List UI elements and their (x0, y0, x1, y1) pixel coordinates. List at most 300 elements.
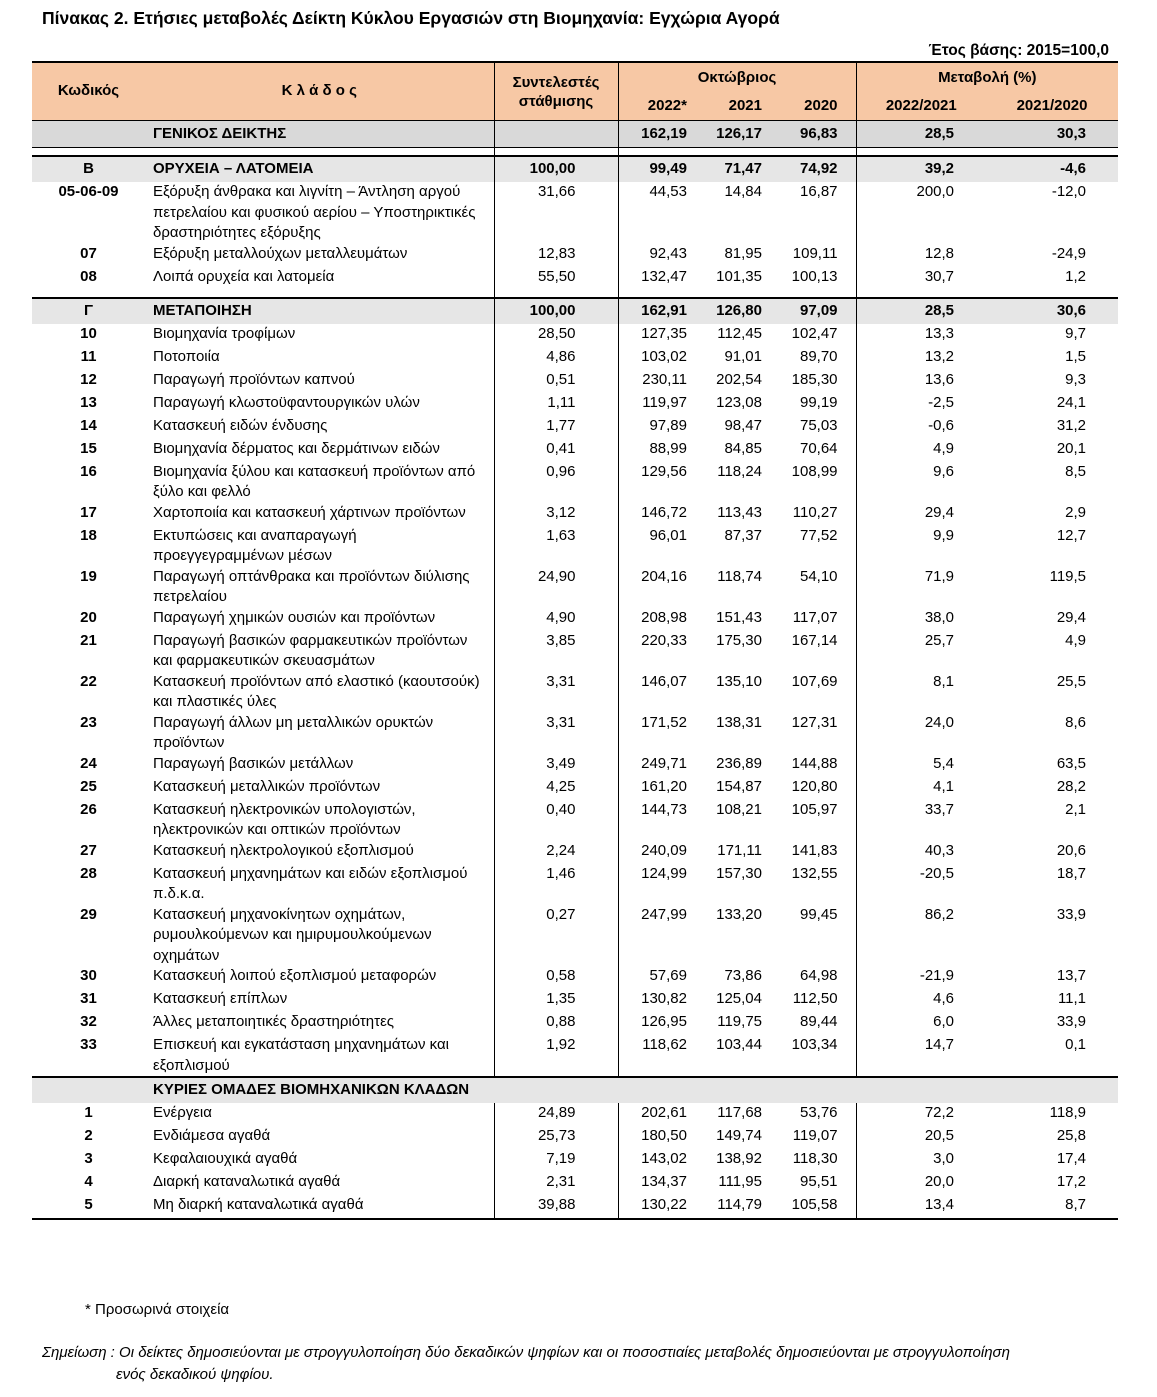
row-label: Κατασκευή μηχανοκίνητων οχημάτων, ρυμουλκούμενων και ημιρυμουλκούμενων οχημάτων (153, 905, 432, 964)
row-2021: 73,86 (724, 967, 762, 984)
row-label: Κατασκευή ηλεκτρονικών υπολογιστών, ηλεκτρονικών και οπτικών προϊόντων (153, 800, 416, 838)
row-label: Εξόρυξη άνθρακα και λιγνίτη – Άντληση αργού πετρελαίου και φυσικού αερίου – Υποστηρικτικές δραστηριότητες εξόρυξης (153, 183, 476, 241)
row-2020: 144,88 (791, 754, 838, 772)
row-2021: 126,17 (693, 121, 768, 148)
row-weight: 1,77 (494, 416, 618, 439)
table-row (32, 244, 1118, 267)
row-2021: 84,85 (724, 439, 762, 457)
row-weight: 3,12 (494, 503, 618, 526)
table-row (32, 1103, 1118, 1126)
table-row (32, 754, 1118, 777)
row-label: Εξόρυξη μεταλλούχων μεταλλευμάτων (153, 244, 408, 262)
row-code (32, 121, 145, 148)
row-2020: 99,19 (799, 393, 838, 411)
row-change-22-21: -2,5 (856, 393, 986, 416)
row-change-21-20: 25,8 (1056, 1127, 1087, 1144)
row-weight: 4,25 (494, 777, 618, 800)
table-row (32, 416, 1118, 439)
table-row (32, 298, 1118, 324)
row-2020: 105,58 (768, 1195, 856, 1219)
row-change-21-20: 17,4 (1056, 1150, 1087, 1167)
row-weight: 1,11 (494, 393, 618, 416)
row-change-22-21: 9,9 (856, 526, 986, 567)
row-2021: 111,95 (718, 1173, 762, 1190)
row-code: 33 (80, 1036, 97, 1053)
spacer-cell (618, 148, 693, 157)
row-label: Μη διαρκή καταναλωτικά αγαθά (145, 1195, 494, 1219)
row-label: Διαρκή καταναλωτικά αγαθά (153, 1173, 341, 1190)
row-2021: 118,24 (717, 462, 762, 480)
row-2022: 208,98 (618, 608, 693, 631)
row-weight: 2,31 (494, 1172, 618, 1195)
spacer-cell (856, 148, 986, 157)
header-october: Οκτώβριος (618, 62, 856, 93)
row-change-21-20: 33,9 (1056, 905, 1087, 923)
row-weight: 55,50 (494, 267, 618, 290)
row-2022: 97,89 (618, 416, 693, 439)
row-code: 26 (80, 800, 97, 818)
table-row (32, 182, 1118, 244)
row-2022: 134,37 (618, 1172, 693, 1195)
row-change-21-20: 63,5 (1056, 754, 1087, 772)
footnote: * Προσωρινά στοιχεία (85, 1301, 230, 1318)
row-weight: 0,41 (494, 439, 618, 462)
table-row (32, 121, 1118, 148)
spacer-cell (618, 290, 693, 298)
table-row (32, 989, 1118, 1012)
row-2021: 114,79 (693, 1195, 768, 1219)
row-change-21-20: 2,1 (1065, 800, 1087, 818)
row-2021: 135,10 (716, 672, 762, 690)
row-label: Κεφαλαιουχικά αγαθά (153, 1150, 298, 1167)
table-row (32, 905, 1118, 967)
row-2022: 57,69 (618, 966, 693, 989)
row-change-21-20: 20,6 (1056, 841, 1087, 859)
row-weight: 2,24 (494, 841, 618, 864)
row-label: Παραγωγή άλλων μη μεταλλικών ορυκτών προϊόντων (153, 713, 434, 751)
header-sector: Κ λ ά δ ο ς (145, 62, 494, 121)
row-2020: 89,70 (799, 347, 838, 365)
spacer-cell (145, 290, 494, 298)
row-label: Επισκευή και εγκατάσταση μηχανημάτων και εξοπλισμού (153, 1036, 450, 1074)
row-code: 25 (80, 777, 97, 795)
row-change-21-20: 28,2 (1056, 777, 1087, 795)
table-row (32, 777, 1118, 800)
row-2022: 129,56 (618, 462, 693, 503)
table-row (32, 462, 1118, 503)
row-change-21-20: 25,5 (1056, 672, 1087, 690)
row-change-22-21: 72,2 (856, 1103, 986, 1126)
row-2022: 202,61 (618, 1103, 693, 1126)
row-change-21-20: -4,6 (986, 156, 1118, 182)
row-change-21-20: 30,3 (986, 121, 1118, 148)
row-change-22-21: 33,7 (856, 800, 986, 841)
row-code: 10 (80, 324, 97, 342)
row-2020: 95,51 (799, 1173, 838, 1190)
row-label: Κατασκευή επίπλων (153, 990, 288, 1007)
row-2020: 167,14 (791, 631, 838, 649)
table-row (32, 156, 1118, 182)
table-row (32, 966, 1118, 989)
spacer-cell (986, 290, 1118, 298)
row-code: 32 (80, 1013, 97, 1030)
spacer-cell (856, 290, 986, 298)
row-change-22-21: 71,9 (856, 567, 986, 608)
row-label: Κατασκευή ηλεκτρολογικού εξοπλισμού (153, 841, 414, 859)
row-2021: 101,35 (716, 267, 762, 285)
row-2022: 247,99 (618, 905, 693, 967)
row-change-21-20: 1,5 (1065, 347, 1087, 365)
row-change-22-21: 13,4 (856, 1195, 986, 1219)
row-2021: 151,43 (716, 608, 762, 626)
row-weight: 1,63 (494, 526, 618, 567)
spacer-cell (494, 290, 618, 298)
row-code: 12 (80, 370, 97, 388)
row-change-22-21: 12,8 (856, 244, 986, 267)
row-code: 24 (80, 754, 97, 772)
row-2021: 81,95 (724, 244, 762, 262)
row-change-21-20: 4,9 (1065, 631, 1087, 649)
row-2022: 124,99 (618, 864, 693, 905)
table-row (32, 841, 1118, 864)
row-change-22-21: 4,1 (856, 777, 986, 800)
table-row (32, 1195, 1118, 1219)
row-2020: 119,07 (792, 1127, 838, 1144)
row-code: 19 (80, 567, 97, 585)
groups-title: ΚΥΡΙΕΣ ΟΜΑΔΕΣ ΒΙΟΜΗΧΑΝΙΚΩΝ ΚΛΑΔΩΝ (145, 1077, 1118, 1103)
row-2022: 230,11 (618, 370, 693, 393)
row-weight: 1,92 (494, 1035, 618, 1077)
row-2021: 154,87 (716, 777, 762, 795)
row-2021: 138,92 (716, 1150, 762, 1167)
row-2020: 109,11 (792, 244, 838, 262)
row-change-22-21: 4,9 (856, 439, 986, 462)
row-2020: 110,27 (792, 503, 838, 521)
row-change-21-20: 30,6 (986, 298, 1118, 324)
row-change-21-20: 0,1 (1065, 1036, 1087, 1053)
row-2020: 120,80 (791, 777, 838, 795)
row-2021: 117,68 (717, 1104, 762, 1121)
row-change-21-20: 9,3 (1065, 370, 1087, 388)
row-2021: 126,80 (693, 298, 768, 324)
row-label: Λοιπά ορυχεία και λατομεία (153, 267, 335, 285)
row-code: 29 (80, 905, 97, 923)
table-row (32, 631, 1118, 672)
row-label: Χαρτοποιία και κατασκευή χάρτινων προϊόντων (153, 503, 466, 521)
row-2021: 202,54 (716, 370, 762, 388)
header-code: Κωδικός (32, 62, 145, 121)
row-change-22-21: 25,7 (856, 631, 986, 672)
row-code: Β (32, 156, 145, 182)
row-label: Εκτυπώσεις και αναπαραγωγή προεγγεγραμμένων μέσων (153, 526, 357, 564)
row-2021: 103,44 (716, 1036, 762, 1053)
row-change-22-21: 20,0 (856, 1172, 986, 1195)
row-change-22-21: 3,0 (856, 1149, 986, 1172)
row-label: Παραγωγή προϊόντων καπνού (153, 370, 355, 388)
table-row (32, 864, 1118, 905)
row-weight: 3,31 (494, 672, 618, 713)
row-weight: 3,31 (494, 713, 618, 754)
table-row (32, 800, 1118, 841)
row-2022: 99,49 (618, 156, 693, 182)
table-row (32, 1126, 1118, 1149)
base-year: Έτος βάσης: 2015=100,0 (928, 42, 1109, 59)
header-2020: 2020 (768, 93, 856, 121)
row-2021: 157,30 (716, 864, 762, 882)
row-change-21-20: 2,9 (1065, 503, 1087, 521)
row-2022: 204,16 (618, 567, 693, 608)
row-2020: 107,69 (791, 672, 838, 690)
row-2021: 171,11 (717, 841, 762, 859)
row-weight: 39,88 (494, 1195, 618, 1219)
row-change-21-20: 18,7 (1056, 864, 1087, 882)
row-change-21-20: 20,1 (1056, 439, 1087, 457)
row-code: 31 (80, 990, 97, 1007)
row-2020: 54,10 (799, 567, 838, 585)
header-weights: Συντελεστές στάθμισης (494, 62, 618, 121)
row-change-22-21: 6,0 (856, 1012, 986, 1035)
table-row (32, 267, 1118, 290)
row-2021: 14,84 (724, 183, 762, 200)
row-code: 16 (80, 462, 97, 480)
row-2020: 117,07 (792, 608, 838, 626)
row-label: Κατασκευή μηχανημάτων και ειδών εξοπλισμού π.δ.κ.α. (153, 864, 468, 902)
row-label: Ποτοποιία (153, 347, 220, 365)
row-label: Παραγωγή κλωστοϋφαντουργικών υλών (153, 393, 420, 411)
row-change-22-21: 40,3 (856, 841, 986, 864)
row-label: Παραγωγή βασικών φαρμακευτικών προϊόντων και φαρμακευτικών σκευασμάτων (153, 631, 468, 669)
table-row (32, 393, 1118, 416)
row-2022: 240,09 (618, 841, 693, 864)
header-change-22-21: 2022/2021 (856, 93, 986, 121)
row-2021: 133,20 (716, 905, 762, 923)
row-code: 14 (80, 416, 97, 434)
row-weight: 1,46 (494, 864, 618, 905)
row-2020: 99,45 (799, 905, 838, 923)
row-2022: 220,33 (618, 631, 693, 672)
row-2021: 175,30 (716, 631, 762, 649)
row-weight: 24,89 (494, 1103, 618, 1126)
spacer-cell (768, 290, 856, 298)
row-2022: 146,72 (618, 503, 693, 526)
row-code: 30 (80, 967, 97, 984)
row-change-21-20: 17,2 (1056, 1173, 1087, 1190)
row-change-22-21: -20,5 (856, 864, 986, 905)
row-change-22-21: 39,2 (856, 156, 986, 182)
spacer-cell (693, 290, 768, 298)
row-weight: 25,73 (494, 1126, 618, 1149)
row-2022: 127,35 (618, 324, 693, 347)
row-code: 28 (80, 864, 97, 882)
row-2021: 149,74 (716, 1127, 762, 1144)
row-code: 3 (84, 1150, 93, 1167)
table-title: Πίνακας 2. Ετήσιες μεταβολές Δείκτη Κύκλου Εργασιών στη Βιομηχανία: Εγχώρια Αγορά (42, 8, 780, 28)
table-row (32, 439, 1118, 462)
note-text-cont: ενός δεκαδικού ψηφίου. (116, 1366, 274, 1383)
header-2021: 2021 (693, 93, 768, 121)
row-label: Βιομηχανία ξύλου και κατασκευή προϊόντων από ξύλο και φελλό (153, 462, 476, 500)
row-code: 07 (80, 244, 97, 262)
row-weight: 0,96 (494, 462, 618, 503)
groups-title-row (32, 1077, 1118, 1103)
row-2020: 96,83 (768, 121, 856, 148)
row-change-22-21: 13,6 (856, 370, 986, 393)
row-2020: 74,92 (768, 156, 856, 182)
row-2022: 44,53 (618, 182, 693, 244)
row-change-22-21: -0,6 (856, 416, 986, 439)
row-change-21-20: 13,7 (1056, 967, 1087, 984)
row-change-22-21: 38,0 (856, 608, 986, 631)
row-2022: 88,99 (618, 439, 693, 462)
header-2022: 2022* (618, 93, 693, 121)
row-2021: 108,21 (716, 800, 762, 818)
row-label: Ενδιάμεσα αγαθά (153, 1127, 271, 1144)
row-change-21-20: 8,6 (1065, 713, 1087, 731)
row-2021: 118,74 (717, 567, 762, 585)
row-code: 2 (84, 1127, 93, 1144)
row-change-21-20: 12,7 (1056, 526, 1087, 544)
table-row (32, 1012, 1118, 1035)
row-2022: 103,02 (618, 347, 693, 370)
row-2020: 102,47 (791, 324, 838, 342)
row-code: 05-06-09 (58, 183, 119, 200)
row-2020: 75,03 (799, 416, 838, 434)
row-change-22-21: 30,7 (856, 267, 986, 290)
note (42, 1342, 1122, 1386)
table-row (32, 608, 1118, 631)
table-row (32, 1149, 1118, 1172)
table-row (32, 503, 1118, 526)
row-code: 15 (80, 439, 97, 457)
row-2021: 113,43 (717, 503, 762, 521)
row-change-21-20: 8,5 (1065, 462, 1087, 480)
row-2022: 130,22 (618, 1195, 693, 1219)
row-code: 4 (84, 1173, 93, 1190)
row-weight: 3,85 (494, 631, 618, 672)
row-label: ΓΕΝΙΚΟΣ ΔΕΙΚΤΗΣ (145, 121, 494, 148)
row-change-22-21: 9,6 (856, 462, 986, 503)
row-change-22-21: 14,7 (856, 1035, 986, 1077)
row-code: 5 (32, 1195, 145, 1219)
table-row (32, 1172, 1118, 1195)
row-2022: 161,20 (618, 777, 693, 800)
row-label: Βιομηχανία δέρματος και δερμάτινων ειδών (153, 439, 440, 457)
row-weight: 7,19 (494, 1149, 618, 1172)
row-2020: 127,31 (791, 713, 838, 731)
row-weight: 28,50 (494, 324, 618, 347)
row-2021: 138,31 (716, 713, 762, 731)
spacer-cell (494, 148, 618, 157)
row-weight: 1,35 (494, 989, 618, 1012)
row-change-22-21: 28,5 (856, 121, 986, 148)
row-label: Ενέργεια (153, 1104, 212, 1121)
row-change-22-21: 24,0 (856, 713, 986, 754)
row-change-21-20: 11,1 (1057, 990, 1087, 1007)
row-weight: 100,00 (494, 156, 618, 182)
row-code: 17 (80, 503, 97, 521)
row-2022: 180,50 (618, 1126, 693, 1149)
spacer-cell (693, 148, 768, 157)
row-2020: 53,76 (799, 1104, 838, 1121)
row-2021: 123,08 (716, 393, 762, 411)
row-2020: 77,52 (799, 526, 838, 544)
row-label: Παραγωγή οπτάνθρακα και προϊόντων διύλισης πετρελαίου (153, 567, 470, 605)
row-2022: 146,07 (618, 672, 693, 713)
row-2022: 92,43 (618, 244, 693, 267)
row-2022: 130,82 (618, 989, 693, 1012)
row-2020: 64,98 (799, 967, 838, 984)
row-2022: 126,95 (618, 1012, 693, 1035)
row-weight: 3,49 (494, 754, 618, 777)
note-label: Σημείωση : (42, 1344, 115, 1361)
table-row (32, 713, 1118, 754)
row-label: ΜΕΤΑΠΟΙΗΣΗ (145, 298, 494, 324)
row-weight: 4,90 (494, 608, 618, 631)
row-weight: 0,40 (494, 800, 618, 841)
row-change-21-20: 33,9 (1056, 1013, 1087, 1030)
row-code: 22 (80, 672, 97, 690)
spacer-row (32, 148, 1118, 157)
row-label: ΟΡΥΧΕΙΑ – ΛΑΤΟΜΕΙΑ (145, 156, 494, 182)
spacer-cell (32, 290, 145, 298)
row-2022: 144,73 (618, 800, 693, 841)
row-weight: 0,51 (494, 370, 618, 393)
row-label: Κατασκευή λοιπού εξοπλισμού μεταφορών (153, 967, 437, 984)
row-change-22-21: 200,0 (856, 182, 986, 244)
row-2022: 96,01 (618, 526, 693, 567)
row-change-21-20: 118,9 (1049, 1104, 1087, 1121)
row-code: 08 (80, 267, 97, 285)
row-change-21-20: 24,1 (1056, 393, 1087, 411)
row-change-22-21: 13,2 (856, 347, 986, 370)
row-weight: 24,90 (494, 567, 618, 608)
row-2022: 162,19 (618, 121, 693, 148)
row-2022: 162,91 (618, 298, 693, 324)
row-label: Βιομηχανία τροφίμων (153, 324, 296, 342)
spacer-cell (145, 148, 494, 157)
row-change-22-21: 4,6 (856, 989, 986, 1012)
table-row (32, 672, 1118, 713)
row-change-22-21: 20,5 (856, 1126, 986, 1149)
row-code: 1 (84, 1104, 93, 1121)
row-code: 21 (80, 631, 97, 649)
row-2020: 132,55 (791, 864, 838, 882)
row-change-22-21: 28,5 (856, 298, 986, 324)
row-weight: 100,00 (494, 298, 618, 324)
row-weight: 31,66 (494, 182, 618, 244)
row-2020: 89,44 (799, 1013, 838, 1030)
header-change: Μεταβολή (%) (856, 62, 1118, 93)
row-2020: 16,87 (799, 183, 838, 200)
row-code: 11 (80, 347, 97, 365)
row-change-22-21: 8,1 (856, 672, 986, 713)
row-2022: 143,02 (618, 1149, 693, 1172)
row-code: 23 (80, 713, 97, 731)
row-2020: 105,97 (791, 800, 838, 818)
row-change-21-20: 1,2 (1065, 267, 1087, 285)
row-2021: 98,47 (724, 416, 762, 434)
row-2020: 97,09 (768, 298, 856, 324)
row-weight: 0,27 (494, 905, 618, 967)
row-label: Κατασκευή μεταλλικών προϊόντων (153, 777, 381, 795)
row-2022: 118,62 (618, 1035, 693, 1077)
note-text: Οι δείκτες δημοσιεύονται με στρογγυλοποίηση δύο δεκαδικών ψηφίων και οι ποσοστιαίες μεταβολές δημοσιεύονται με στρογγυλοποίηση (119, 1344, 1010, 1361)
row-label: Κατασκευή προϊόντων από ελαστικό (καουτσούκ) και πλαστικές ύλες (153, 672, 480, 710)
row-label: Παραγωγή βασικών μετάλλων (153, 754, 354, 772)
table-row (32, 526, 1118, 567)
row-change-21-20: 119,5 (1049, 567, 1087, 585)
table-row (32, 347, 1118, 370)
